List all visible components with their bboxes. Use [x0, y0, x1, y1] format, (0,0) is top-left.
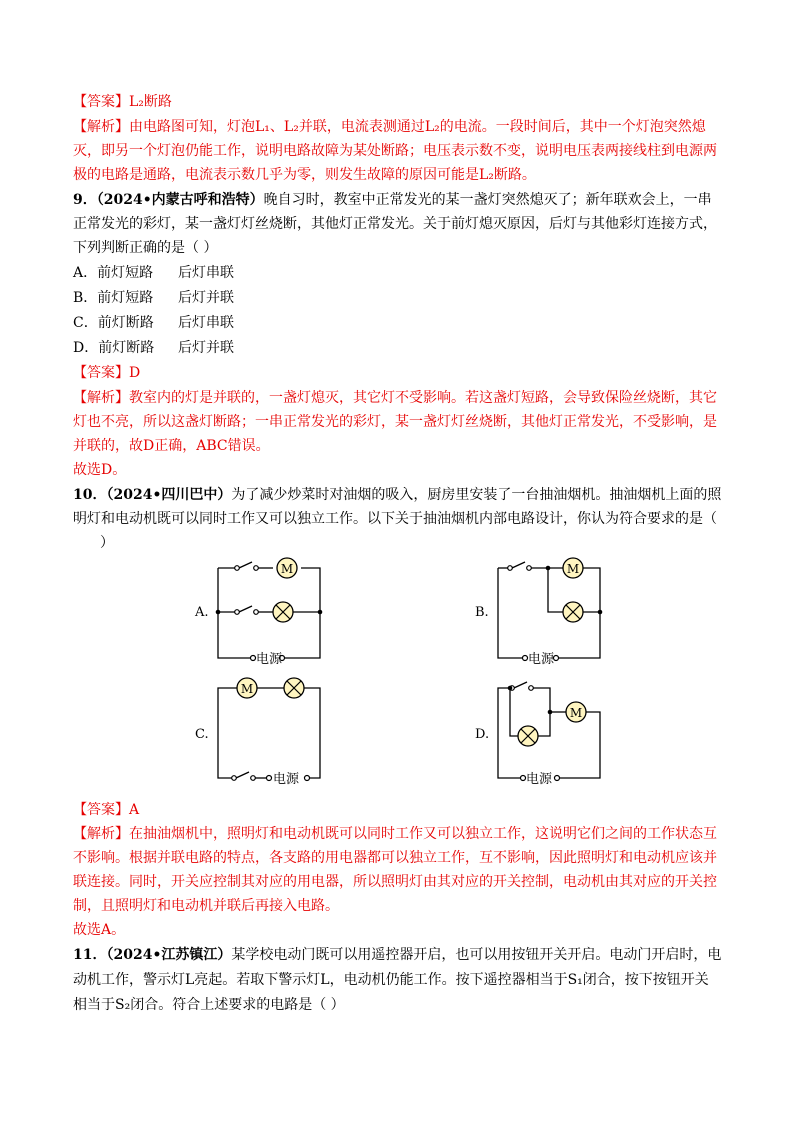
q9-option-a	[73, 264, 733, 282]
q9-conclusion: 故选D。	[73, 462, 127, 478]
q11-number: 11．	[73, 947, 107, 963]
q9-stem-line-1	[73, 191, 733, 209]
diagram-b-source: 电源	[528, 652, 555, 667]
q9-analysis-line-3: 并联的，故D正确，ABC错误。	[73, 438, 270, 454]
q11-source: （2024•江苏镇江）	[106, 947, 232, 963]
q10-analysis-line-3: 联连接。同时，开关应控制其对应的用电器，所以照明灯由其对应的开关控制，电动机由其对应的开关控	[73, 874, 717, 890]
q10-conclusion: 故选A。	[73, 922, 126, 938]
lamp-icon	[563, 602, 583, 622]
motor-icon	[237, 678, 257, 698]
q10-source: （2024•四川巴中）	[106, 487, 232, 503]
q9-option-b-label: B．前灯短路	[73, 290, 154, 306]
q10-answer: 【答案】A	[73, 802, 140, 818]
q9-option-c-value: 后灯串联	[178, 315, 234, 331]
circuit-diagram-a	[190, 550, 340, 670]
q11-stem-line-3: 相当于S₂闭合。符合上述要求的电路是（ ）	[73, 997, 345, 1013]
q9-analysis-line-2: 灯也不亮，所以这盏灯断路；一串正常发光的彩灯，某一盏灯灯丝烧断，其他灯正常发光，不受影响，是	[73, 414, 717, 430]
q11-stem-line-1	[73, 946, 733, 964]
q10-analysis-line-1: 【解析】在抽油烟机中，照明灯和电动机既可以同时工作又可以独立工作，这说明它们之间的工作状态互	[73, 826, 717, 842]
q9-option-d-value: 后灯并联	[178, 340, 234, 356]
diagram-a-source: 电源	[256, 652, 283, 667]
svg-text:M: M	[569, 706, 583, 720]
q9-option-a-label: A．前灯短路	[73, 265, 154, 281]
motor-icon	[566, 702, 586, 722]
q9-answer: 【答案】D	[73, 365, 141, 381]
q9-option-c-label: C．前灯断路	[73, 315, 154, 331]
q9-analysis-line-1: 【解析】教室内的灯是并联的，一盏灯熄灭，其它灯不受影响。若这盏灯短路，会导致保险丝烧断，其它	[73, 390, 717, 406]
q11-stem-line-2: 动机工作，警示灯L亮起。若取下警示灯L，电动机仍能工作。按下遥控器相当于S₁闭合，按下按钮开关	[73, 972, 709, 988]
q9-option-b	[73, 289, 733, 307]
diagram-c-source: 电源	[273, 772, 300, 787]
q10-stem-line-2: 明灯和电动机既可以同时工作又可以独立工作。以下关于抽油烟机内部电路设计，你认为符合要求的是（	[73, 511, 717, 527]
q9-stem-text-1: 晚自习时，教室中正常发光的某一盏灯突然熄灭了；新年联欢会上，一串	[263, 192, 712, 208]
analysis-previous-line-1: 【解析】由电路图可知，灯泡L₁、L₂并联，电流表测通过L₂的电流。一段时间后，其中一个灯泡突然熄	[73, 119, 706, 135]
diagram-d-label: D.	[475, 727, 490, 742]
q10-analysis-line-2: 不影响。根据并联电路的特点，各支路的用电器都可以独立工作，互不影响，因此照明灯和电动机应该并	[73, 850, 717, 866]
analysis-previous-line-3: 极的电路是通路，电流表示数几乎为零，则发生故障的原因可能是L₂断路。	[73, 167, 536, 183]
diagram-d-source: 电源	[526, 772, 553, 787]
q9-option-d-label: D．前灯断路	[73, 340, 155, 356]
circuit-diagram-d	[470, 672, 620, 792]
diagram-a-label: A.	[195, 605, 209, 620]
lamp-icon	[284, 678, 304, 698]
motor-icon	[277, 558, 297, 578]
q10-analysis-line-4: 制，且照明灯和电动机并联后再接入电路。	[73, 898, 339, 914]
q9-option-c	[73, 314, 733, 332]
q11-stem-text-1: 某学校电动门既可以用遥控器开启，也可以用按钮开关开启。电动门开启时，电	[231, 947, 722, 963]
q9-option-d	[73, 339, 733, 357]
answer-previous: 【答案】L₂断路	[73, 94, 172, 110]
diagram-b-label: B.	[475, 605, 489, 620]
q9-source: （2024•内蒙古呼和浩特）	[96, 192, 264, 208]
svg-text:M: M	[566, 562, 580, 576]
lamp-icon	[518, 726, 538, 746]
q10-stem-line-1	[73, 486, 733, 504]
q9-option-b-value: 后灯并联	[178, 290, 234, 306]
svg-text:M: M	[280, 562, 294, 576]
q9-stem-line-3: 下列判断正确的是（ ）	[73, 240, 218, 256]
svg-text:M: M	[240, 682, 254, 696]
circuit-diagram-b	[470, 550, 620, 670]
analysis-previous-line-2: 灭，即另一个灯泡仍能工作，说明电路故障为某处断路；电压表示数不变，说明电压表两接线柱到电源两	[73, 143, 717, 159]
q10-stem-line-3: ）	[100, 535, 114, 551]
lamp-icon	[273, 602, 293, 622]
circuit-diagram-c	[190, 672, 340, 792]
q9-number: 9．	[73, 192, 97, 208]
q9-option-a-value: 后灯串联	[178, 265, 234, 281]
diagram-c-label: C.	[195, 727, 209, 742]
motor-icon	[563, 558, 583, 578]
q10-stem-text-1: 为了减少炒菜时对油烟的吸入，厨房里安装了一台抽油烟机。抽油烟机上面的照	[231, 487, 722, 503]
q9-stem-line-2: 正常发光的彩灯，某一盏灯灯丝烧断，其他灯正常发光。关于前灯熄灭原因，后灯与其他彩灯连接方式，	[73, 216, 717, 232]
q10-number: 10．	[73, 487, 107, 503]
